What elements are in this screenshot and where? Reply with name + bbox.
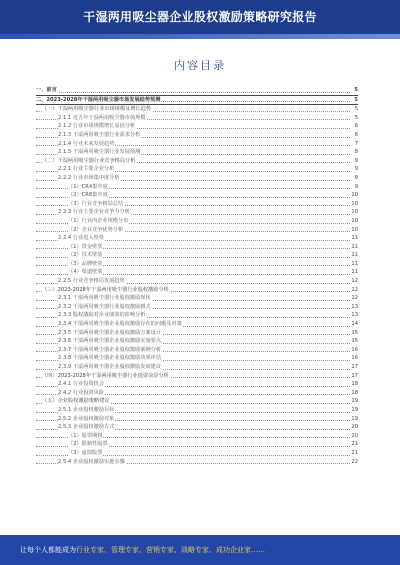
toc-entry-text: 2.3.2 干湿两用吸尘器行业股权激励模式 xyxy=(58,303,151,310)
toc-entry-text: 2.3.8 干湿两用吸尘器企业股权激励效果评估 xyxy=(58,355,162,362)
toc-entry-page: 11 xyxy=(351,252,358,259)
toc-entry-page: 10 xyxy=(351,226,358,233)
toc-entry-text: （五）企业股权激励策略建议 xyxy=(42,398,110,405)
footer-slogan-rest: 行业专家、管理专家、营销专家、战略专家、成功企业家…… xyxy=(76,546,265,554)
toc-entry-text: （一）干湿两用吸尘器行业市场规模及增长趋势 xyxy=(42,106,151,113)
toc-entry-text: （四）2023-2028年干湿两用吸尘器行业投资前景分析 xyxy=(42,372,169,379)
toc-entry-page: 15 xyxy=(351,329,358,336)
toc-entry[interactable] xyxy=(36,183,358,192)
toc-entry-page: 10 xyxy=(351,209,358,216)
toc-entry-text: 2.1.1 近五年干湿两用吸尘器市场规模 xyxy=(58,114,146,121)
toc-entry[interactable] xyxy=(36,157,358,166)
toc-entry-page: 21 xyxy=(351,441,358,448)
toc-entry-text: 二、2023-2028年干湿两用吸尘器市场发展趋势预测 xyxy=(36,96,161,103)
toc-entry-text: （2）CR8集中度 xyxy=(68,192,108,199)
toc-entry-page: 9 xyxy=(354,174,358,181)
toc-entry-text: （2）限制性股票 xyxy=(68,441,108,448)
toc-entry-page: 6 xyxy=(354,131,358,138)
toc-entry-text: 2.3.3 股权激励对企业绩效的影响分析 xyxy=(58,312,146,319)
toc-entry-text: （三）2023-2028年干湿两用吸尘器行业股权激励分析 xyxy=(42,286,169,293)
toc-page xyxy=(26,48,374,522)
toc-entry[interactable] xyxy=(36,277,358,286)
toc-entry-page: 18 xyxy=(351,389,358,396)
toc-entry-page: 13 xyxy=(351,312,358,319)
toc-entry-page: 19 xyxy=(351,406,358,413)
toc-entry-page: 9 xyxy=(354,183,358,190)
toc-entry-page: 17 xyxy=(351,364,358,370)
toc-entry-text: （3）行业竞争格局总结 xyxy=(68,200,124,207)
toc-entry-page: 15 xyxy=(351,338,358,345)
toc-entry[interactable] xyxy=(36,140,358,149)
toc-entry-page: 5 xyxy=(354,106,358,113)
toc-entry-text: 2.2.1 行业主要企业分析 xyxy=(58,166,115,173)
toc-entry-page: 11 xyxy=(351,235,358,242)
toc-list xyxy=(36,86,358,466)
toc-entry-text: 2.3.4 干湿两用吸尘器企业股权激励存在的问题及对策 xyxy=(58,321,182,328)
toc-entry-text: 2.5.4 企业股权激励实施步骤 xyxy=(58,458,125,465)
toc-entry-text: 2.3.5 干湿两用吸尘器企业股权激励方案设计 xyxy=(58,329,162,336)
toc-entry-text: 2.3.1 干湿两用吸尘器行业股权激励现状 xyxy=(58,295,151,302)
toc-entry-page: 12 xyxy=(351,295,358,302)
toc-entry-page: 18 xyxy=(351,381,358,388)
toc-entry[interactable] xyxy=(36,354,358,363)
toc-entry-page: 6 xyxy=(354,123,358,130)
toc-entry-text: （4）渠道壁垒 xyxy=(68,269,103,276)
toc-entry-page: 21 xyxy=(351,449,358,456)
toc-entry[interactable] xyxy=(36,389,358,398)
toc-entry-page: 17 xyxy=(351,372,358,379)
footer-bar xyxy=(0,535,400,565)
toc-entry[interactable] xyxy=(36,329,358,338)
toc-entry-page: 12 xyxy=(351,278,358,285)
toc-entry[interactable] xyxy=(36,380,358,389)
toc-entry[interactable] xyxy=(36,449,358,458)
toc-entry-text: （1）CR4集中度 xyxy=(68,183,108,190)
toc-entry-text: 2.2.2 行业市场集中度分析 xyxy=(58,174,120,181)
toc-entry[interactable] xyxy=(36,226,358,235)
toc-entry[interactable] xyxy=(36,311,358,320)
toc-entry[interactable] xyxy=(36,251,358,260)
toc-entry-text: 2.5.2 企业股权激励对象 xyxy=(58,415,115,422)
report-header-bar xyxy=(0,0,400,34)
toc-entry[interactable] xyxy=(36,148,358,157)
toc-entry-page: 11 xyxy=(351,243,358,250)
toc-entry[interactable] xyxy=(36,95,358,106)
toc-entry-text: （2）企业竞争优势分析 xyxy=(68,226,124,233)
toc-entry-text: 2.1.3 干湿两用吸尘器行业需求分析 xyxy=(58,131,141,138)
toc-entry-page: 19 xyxy=(351,398,358,405)
toc-entry-text: 2.1.4 行业未来发展趋势 xyxy=(58,140,115,147)
toc-entry-page: 8 xyxy=(354,149,358,156)
toc-entry-page: 10 xyxy=(351,200,358,207)
toc-entry[interactable] xyxy=(36,397,358,406)
toc-entry-text: 2.5.3 企业股权激励方式 xyxy=(58,424,115,431)
toc-dot-leader xyxy=(36,92,350,93)
toc-heading: 内容目录 xyxy=(174,59,226,72)
toc-entry[interactable] xyxy=(36,286,358,295)
toc-entry-page: 5 xyxy=(354,87,358,93)
toc-entry[interactable] xyxy=(36,243,358,252)
toc-entry[interactable] xyxy=(36,423,358,432)
toc-entry-page: 10 xyxy=(351,192,358,199)
toc-entry-text: （1）资金壁垒 xyxy=(68,243,103,250)
toc-entry-text: 2.3.6 干湿两用吸尘器企业股权激励实施要点 xyxy=(58,338,162,345)
toc-entry-page: 13 xyxy=(351,303,358,310)
toc-entry[interactable] xyxy=(36,346,358,355)
toc-entry-page: 11 xyxy=(351,269,358,276)
toc-entry[interactable] xyxy=(36,191,358,200)
toc-entry[interactable] xyxy=(36,440,358,449)
toc-entry-text: 2.4.1 行业投资机会 xyxy=(58,381,104,388)
toc-entry-text: （二）干湿两用吸尘器行业竞争格局分析 xyxy=(42,157,136,164)
toc-entry-text: （3）虚拟股票 xyxy=(68,449,103,456)
toc-entry[interactable] xyxy=(36,234,358,243)
toc-entry-page: 11 xyxy=(351,260,358,267)
toc-entry[interactable] xyxy=(36,406,358,415)
toc-entry-text: （3）品牌壁垒 xyxy=(68,260,103,267)
toc-entry[interactable] xyxy=(36,217,358,226)
toc-entry-page: 22 xyxy=(351,458,358,465)
toc-entry[interactable] xyxy=(36,208,358,217)
toc-entry-page: 7 xyxy=(354,140,358,147)
toc-entry-page: 20 xyxy=(351,424,358,431)
toc-entry-text: （1）股票期权 xyxy=(68,432,103,439)
toc-entry[interactable] xyxy=(36,131,358,140)
footer-slogan xyxy=(20,545,265,555)
toc-entry-text: 2.2.5 行业竞争格局发展趋势 xyxy=(58,278,125,285)
toc-entry-text: （2）技术壁垒 xyxy=(68,252,103,259)
toc-entry-page: 12 xyxy=(351,286,358,293)
toc-entry-page: 16 xyxy=(351,346,358,353)
toc-entry[interactable] xyxy=(36,415,358,424)
report-title: 干湿两用吸尘器企业股权激励策略研究报告 xyxy=(83,10,317,24)
toc-entry-text: 一、前言 xyxy=(36,87,57,93)
toc-entry[interactable] xyxy=(36,320,358,329)
toc-entry-text: （1）行业内企业规模分布 xyxy=(68,217,129,224)
toc-entry-text: 2.1.2 行业市场规模增长原因分析 xyxy=(58,123,136,130)
toc-entry[interactable] xyxy=(36,105,358,114)
toc-entry[interactable] xyxy=(36,268,358,277)
toc-entry[interactable] xyxy=(36,165,358,174)
toc-entry[interactable] xyxy=(36,337,358,346)
toc-entry-page: 5 xyxy=(354,96,358,103)
toc-entry-text: 2.5.1 企业股权激励目标 xyxy=(58,406,115,413)
toc-entry[interactable] xyxy=(36,114,358,123)
toc-entry-text: 2.2.4 行业进入壁垒 xyxy=(58,235,104,242)
header-accent-stripe xyxy=(0,34,400,39)
toc-entry-text: 2.2.3 行业主要企业竞争力分析 xyxy=(58,209,130,216)
toc-entry-text: 2.1.5 干湿两用吸尘器行业发展预测 xyxy=(58,149,141,156)
toc-entry-page: 14 xyxy=(351,321,358,328)
toc-entry[interactable] xyxy=(36,174,358,183)
toc-entry-page: 5 xyxy=(354,114,358,121)
toc-entry-text: 2.3.7 干湿两用吸尘器企业股权激励案例分析 xyxy=(58,346,162,353)
toc-entry[interactable] xyxy=(36,200,358,209)
toc-entry[interactable] xyxy=(36,432,358,441)
toc-entry-text: 2.4.2 行业投资风险 xyxy=(58,389,104,396)
toc-entry-page: 20 xyxy=(351,432,358,439)
toc-entry[interactable] xyxy=(36,294,358,303)
toc-entry[interactable] xyxy=(36,363,358,372)
toc-entry-page: 19 xyxy=(351,415,358,422)
footer-slogan-lead: 让每个人都能成为 xyxy=(20,546,76,554)
toc-entry-text: 2.3.9 干湿两用吸尘器企业股权激励发展建议 xyxy=(58,364,162,370)
toc-entry-page: 16 xyxy=(351,355,358,362)
toc-entry[interactable] xyxy=(36,122,358,131)
toc-entry[interactable] xyxy=(36,86,358,95)
toc-entry-page: 9 xyxy=(354,157,358,164)
toc-entry[interactable] xyxy=(36,372,358,381)
toc-entry[interactable] xyxy=(36,260,358,269)
toc-entry-page: 9 xyxy=(354,166,358,173)
toc-entry[interactable] xyxy=(36,458,358,467)
toc-entry-page: 10 xyxy=(351,217,358,224)
toc-entry[interactable] xyxy=(36,303,358,312)
